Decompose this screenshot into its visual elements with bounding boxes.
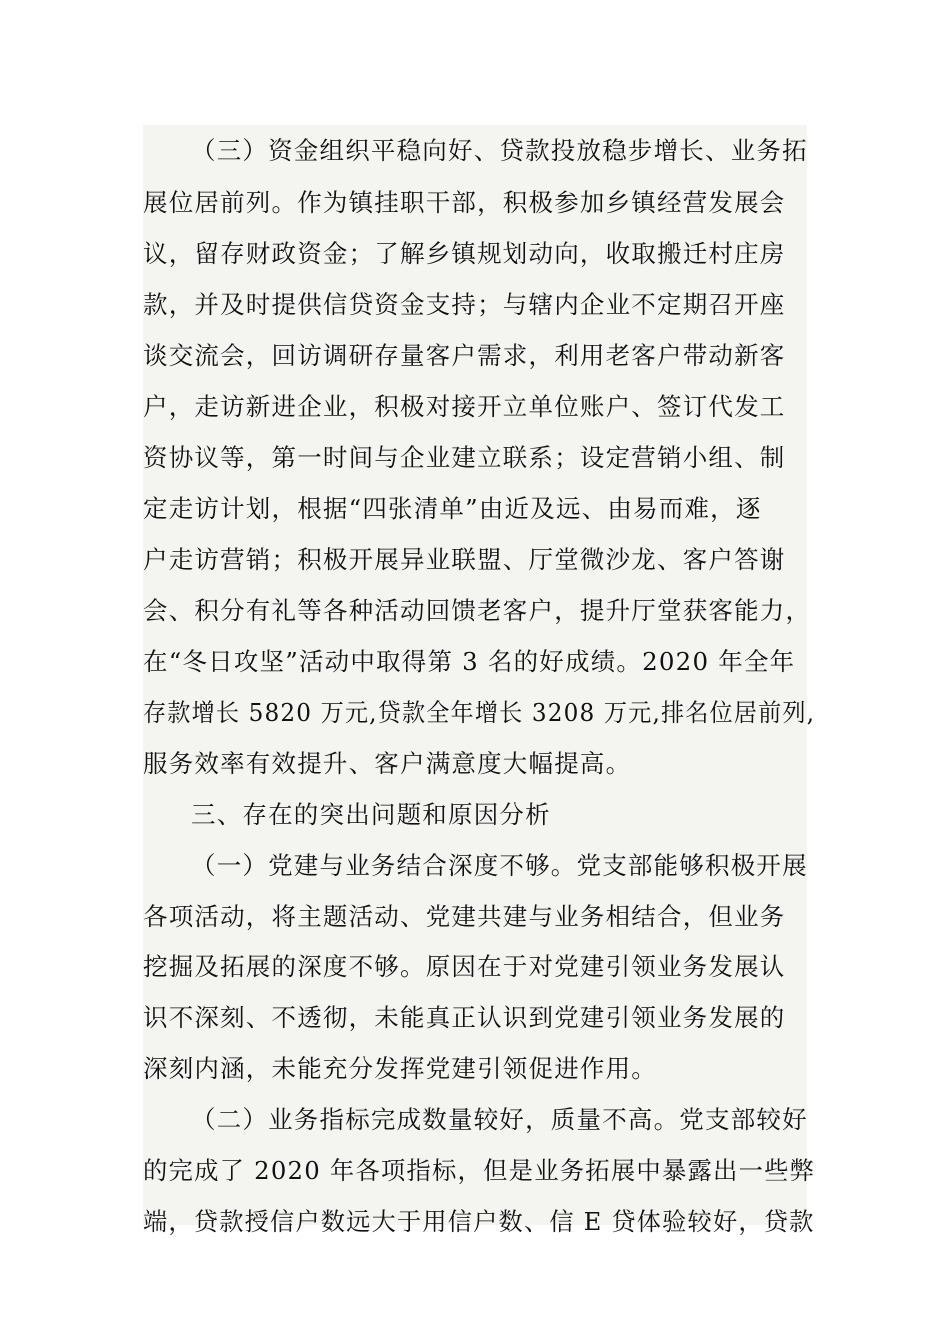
text-line: 资协议等，第一时间与企业建立联系；设定营销小组、制: [143, 443, 786, 472]
text-line: 的完成了 2020 年各项指标，但是业务拓展中暴露出一些弊: [143, 1156, 816, 1185]
text-line: 各项活动，将主题活动、党建共建与业务相结合，但业务: [143, 902, 786, 931]
text-line: 服务效率有效提升、客户满意度大幅提高。: [143, 749, 632, 778]
text-line: 识不深刻、不透彻，未能真正认识到党建引领业务发展的: [143, 1003, 786, 1032]
text-line: 展位居前列。作为镇挂职干部，积极参加乡镇经营发展会: [143, 188, 786, 217]
text-line: （一）党建与业务结合深度不够。党支部能够积极开展: [191, 851, 808, 880]
text-line: 挖掘及拓展的深度不够。原因在于对党建引领业务发展认: [143, 952, 786, 981]
text-line: 议，留存财政资金；了解乡镇规划动向，收取搬迁村庄房: [143, 239, 786, 268]
text-line: 会、积分有礼等各种活动回馈老客户，提升厅堂获客能力，: [143, 596, 812, 625]
text-line: 款，并及时提供信贷资金支持；与辖内企业不定期召开座: [143, 290, 786, 319]
text-line: （三）资金组织平稳向好、贷款投放稳步增长、业务拓: [191, 136, 808, 165]
text-line: 定走访计划，根据“四张清单”由近及远、由易而难，逐: [143, 494, 762, 523]
text-line: 深刻内涵，未能充分发挥党建引领促进作用。: [143, 1054, 657, 1083]
text-line: 在“冬日攻坚”活动中取得第 3 名的好成绩。2020 年全年: [143, 647, 796, 676]
text-line: 户走访营销；积极开展异业联盟、厅堂微沙龙、客户答谢: [143, 545, 786, 574]
text-line: 三、存在的突出问题和原因分析: [191, 800, 551, 829]
text-line: 户，走访新进企业，积极对接开立单位账户、签订代发工: [143, 392, 786, 421]
text-line: （二）业务指标完成数量较好，质量不高。党支部较好: [191, 1105, 808, 1134]
document-body: [143, 125, 816, 1236]
text-line: 端，贷款授信户数远大于用信户数、信 E 贷体验较好，贷款: [143, 1207, 815, 1236]
text-line: 谈交流会，回访调研存量客户需求，利用老客户带动新客: [143, 341, 786, 370]
text-line: 存款增长 5820 万元,贷款全年增长 3208 万元,排名位居前列,: [143, 698, 816, 727]
